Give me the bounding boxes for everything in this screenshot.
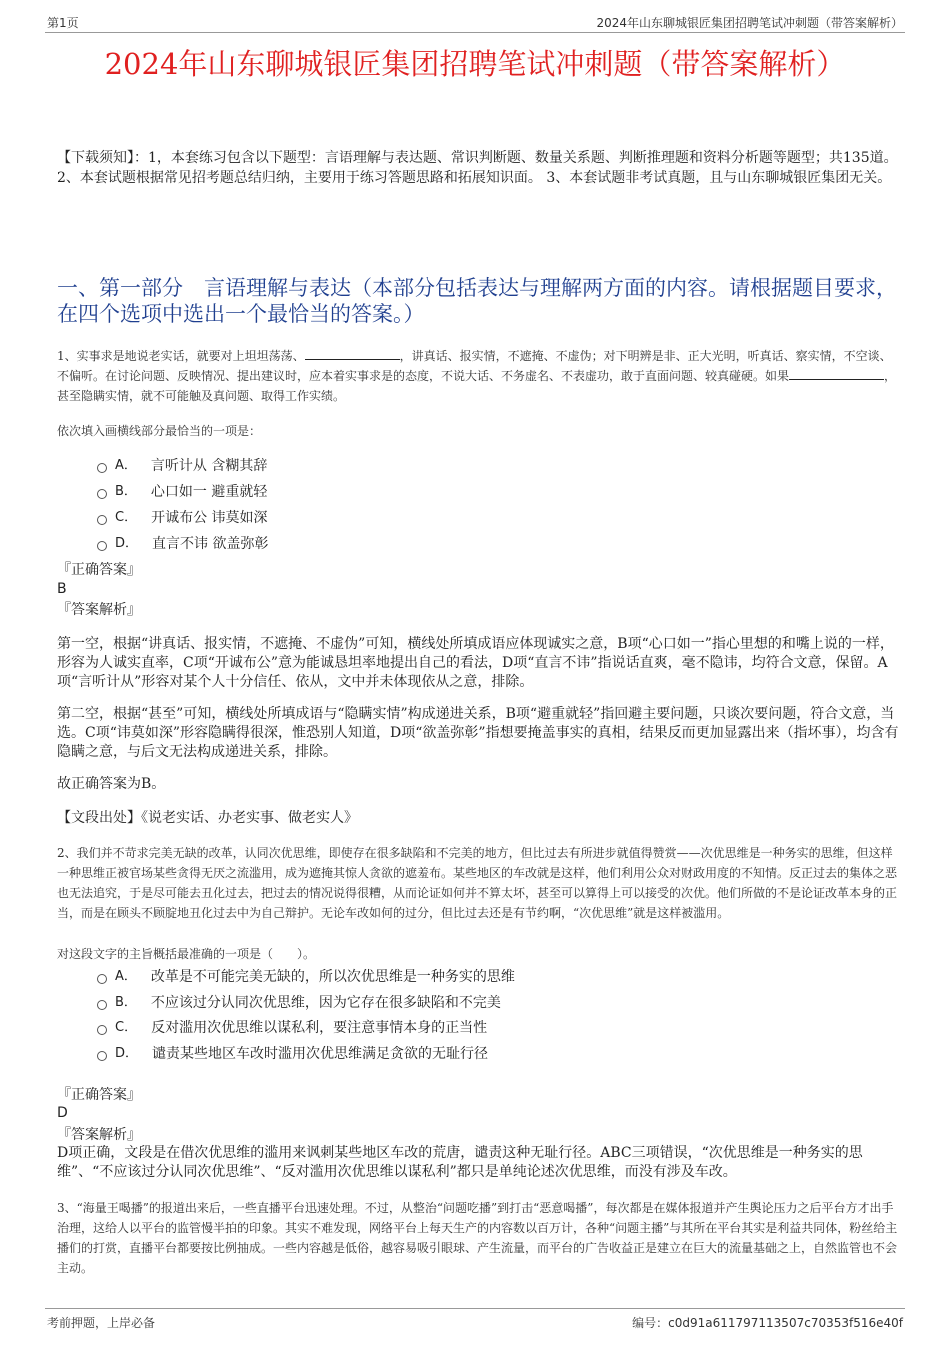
q2-analysis: D项正确，文段是在借次优思维的滥用来讽刺某些地区车改的荒唐，谴责这种无耻行径。ABC三项错误，“次优思维是一种务实的思维”、“不应该过分认同次优思维”、“反对滥用次优思维以谋私利”都只是单纯论述次优思维，而没有涉及车改。	[57, 1145, 863, 1180]
option-letter: C．	[115, 510, 138, 525]
option-text: 言听计从 含糊其辞	[150, 458, 268, 474]
option-text: 谴责某些地区车改时滥用次优思维满足贪欲的无耻行径	[152, 1046, 489, 1062]
question-2-prompt: 对这段文字的主旨概括最准确的一项是（ ）。	[57, 947, 316, 961]
q1-answer-label: 『正确答案』	[57, 562, 141, 578]
q2-answer-label: 『正确答案』	[57, 1087, 141, 1103]
option-letter: D．	[115, 1046, 139, 1061]
q2-answer: D	[57, 1105, 68, 1121]
q1-option-b[interactable]	[97, 482, 267, 502]
download-notice: 【下载须知】：1，本套练习包含以下题型：言语理解与表达题、常识判断题、数量关系题、判断推理题和资料分析题等题型；共135道。 2、本套试题根据常见招考题总结归纳，主要用于练习答题思路和拓展知识面。 3、本套试题非考试真题，且与山东聊城银匠集团无关。	[57, 150, 898, 186]
option-letter: B．	[115, 995, 137, 1010]
q1-option-c[interactable]	[97, 508, 268, 528]
fill-blank	[305, 347, 400, 360]
option-text: 反对滥用次优思维以谋私利，要注意事情本身的正当性	[151, 1020, 488, 1036]
section-heading: 一、第一部分 言语理解与表达（本部分包括表达与理解两方面的内容。请根据题目要求，在四个选项中选出一个最恰当的答案。）	[57, 276, 897, 326]
question-3-text: 3、“海量王喝播”的报道出来后，一些直播平台迅速处理。不过，从整治“问题吃播”到打击“恶意喝播”，每次都是在媒体报道并产生舆论压力之后平台方才出手治理，这给人以平台的监管慢半拍的印象。其实不难发现，网络平台上每天生产的内容数以百万计，各种“问题主播”与其所在平台其实是利益共同体，粉丝给主播们的打赏，直播平台都要按比例抽成。一些内容越是低俗，越容易吸引眼球、产生流量，而平台的广告收益正是建立在巨大的流量基础之上，自然监管也不会主动。	[57, 1201, 898, 1275]
q2-analysis-label: 『答案解析』	[57, 1127, 141, 1143]
q2-option-b[interactable]	[97, 993, 501, 1013]
question-1-prompt: 依次填入画横线部分最恰当的一项是：	[57, 424, 262, 438]
q1-analysis-2: 第二空，根据“甚至”可知，横线处所填成语与“隐瞒实情”构成递进关系，B项“避重就轻”指回避主要问题，只谈次要问题，符合文意，当选。C项“讳莫如深”形容隐瞒得很深，惟恐别人知道，D项“欲盖弥彰”指想要掩盖事实的真相，结果反而更加显露出来（指坏事），均含有隐瞒之意，与后文无法构成递进关系，排除。	[57, 706, 899, 760]
radio-button[interactable]	[97, 1051, 107, 1061]
radio-button[interactable]	[97, 489, 107, 499]
q2-option-a[interactable]	[97, 967, 515, 987]
question-2-text: 2、我们并不苛求完美无缺的改革，认同次优思维，即使存在很多缺陷和不完美的地方，但比过去有所进步就值得赞赏——次优思维是一种务实的思维，但这样一种思维正被官场某些贪得无厌之流滥用，成为遮掩其惊人贪欲的遮羞布。某些地区的车改就是这样，他们利用公众对财政用度的不知情。反正过去的集体之恶也无法追究，于是尽可能去丑化过去，把过去的情况说得很糟，从而论证如何并不算太坏，甚至可以算得上可以接受的次优。他们所做的不是论证改革本身的正当，而是在顾头不顾腚地丑化过去中为自己辩护。无论车改如何的过分，但比过去还是有节约啊，“次优思维”就是这样被滥用。	[57, 846, 898, 920]
option-letter: A．	[115, 969, 137, 984]
option-letter: C．	[115, 1020, 138, 1035]
radio-button[interactable]	[97, 463, 107, 473]
footer-slogan: 考前押题，上岸必备	[47, 1316, 156, 1330]
question-1-text	[57, 346, 902, 406]
option-text: 改革是不可能完美无缺的，所以次优思维是一种务实的思维	[150, 969, 515, 985]
q1-analysis-label: 『答案解析』	[57, 602, 141, 618]
radio-button[interactable]	[97, 974, 107, 984]
q2-option-d[interactable]	[97, 1044, 488, 1064]
document-id: 编号：c0d91a611797113507c70353f516e40f	[632, 1316, 903, 1330]
q2-option-c[interactable]	[97, 1018, 487, 1038]
q1-analysis-1: 第一空，根据“讲真话、报实情，不遮掩、不虚伪”可知，横线处所填成语应体现诚实之意，B项“心口如一”指心里想的和嘴上说的一样，形容为人诚实直率，C项“开诚布公”意为能诚恳坦率地提出自己的看法，D项“直言不讳”指说话直爽，毫不隐讳，均符合文意，保留。A项“言听计从”形容对某个人十分信任、依从，文中并未体现依从之意，排除。	[57, 636, 894, 690]
option-text: 直言不讳 欲盖弥彰	[152, 536, 269, 552]
radio-button[interactable]	[97, 1000, 107, 1010]
option-letter: D．	[115, 536, 139, 551]
document-title: 2024年山东聊城银匠集团招聘笔试冲刺题（带答案解析）	[104, 47, 846, 81]
q1-text-part: 1、实事求是地说老实话，就要对上坦坦荡荡、	[57, 349, 305, 363]
footer-divider	[45, 1308, 905, 1309]
option-text: 开诚布公 讳莫如深	[151, 510, 268, 526]
header-doc-title: 2024年山东聊城银匠集团招聘笔试冲刺题（带答案解析）	[596, 16, 903, 30]
option-text: 不应该过分认同次优思维，因为它存在很多缺陷和不完美	[150, 995, 501, 1011]
option-text: 心口如一 避重就轻	[150, 484, 268, 500]
page-number: 第1页	[47, 16, 79, 30]
q1-conclusion: 故正确答案为B。	[57, 776, 166, 792]
radio-button[interactable]	[97, 541, 107, 551]
fill-blank	[789, 367, 884, 380]
radio-button[interactable]	[97, 1025, 107, 1035]
q1-option-a[interactable]	[97, 456, 267, 476]
radio-button[interactable]	[97, 515, 107, 525]
option-letter: B．	[115, 484, 137, 499]
header-divider	[45, 32, 905, 33]
q1-option-d[interactable]	[97, 534, 268, 554]
q1-text-part: ，讲真话、报实情，不遮掩、不虚伪；对下明辨是非、正大光明，听真话、察实情，不空谈、不偏听。在讨论问题、反映情况、提出建议时，应本着实事求是的态度，不说大话、不务虚名、不表虚功，敢于直面问题、较真碰硬。如果	[57, 349, 892, 383]
option-letter: A．	[115, 458, 137, 473]
q1-text-part: ，甚至隐瞒实情，就不可能触及真问题、取得工作实绩。	[57, 369, 897, 403]
q1-source: 【文段出处】《说老实话、办老实事、做老实人》	[57, 810, 358, 826]
q1-answer: B	[57, 581, 67, 597]
